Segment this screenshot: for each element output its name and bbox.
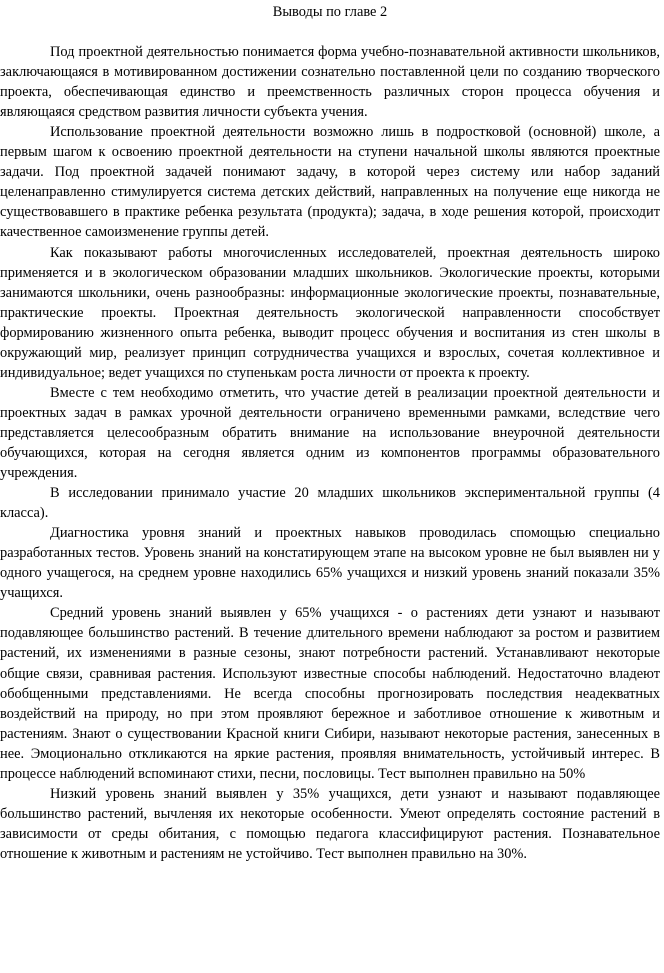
paragraph-project-tasks: Использование проектной деятельности возможно лишь в подростковой (основной) школе, а первым шагом к освоению проектной деятельности на ступени начальной школы являются проектные задачи. Под проектной задачей понимают задачу, в которой через систему или набор заданий целенаправленно стимулируется система детских действий, направленных на получение еще никогда не существовавшего в практике ребенка результата (продукта); задача, в ходе решения которой, происходит качественное самоизменение группы детей.: [0, 124, 660, 241]
paragraph-diagnostics: Диагностика уровня знаний и проектных навыков проводилась спомощью специально разработанных тестов. Уровень знаний на констатирующем этапе на высоком уровне не был выявлен ни у одного учащегося, на среднем уровне находились 65% учащихся и низкий уровень знаний показали 35% учащихся.: [0, 525, 660, 602]
paragraph-low-level: Низкий уровень знаний выявлен у 35% учащихся, дети узнают и называют подавляющее большинство растений, вычленяя их некоторые особенности. Умеют определять состояние растений в зависимости от среды обитания, с помощью педагога классифицируют растения. Познавательное отношение к животным и растениям не устойчиво. Тест выполнен правильно на 30%.: [0, 785, 660, 862]
chapter-conclusion-title: Выводы по главе 2: [272, 4, 388, 20]
paragraph-ecological-projects: Как показывают работы многочисленных исследователей, проектная деятельность широко применяется и в экологическом образовании младших школьников. Экологические проекты, которыми занимаются школьники, очень разнообразны: информационные экологические проекты, познавательные, практические проекты. Проектная деятельность экологической направленности способствует формированию жизненного опыта ребенка, выводит процесс обучения и воспитания из стен школы в окружающий мир, реализует принцип сотрудничества учащихся и взрослых, сочетая коллективное и индивидуальное; ведет учащихся по ступенькам роста личности от проекта к проекту.: [0, 244, 660, 381]
paragraph-study-participants: В исследовании принимало участие 20 младших школьников экспериментальной группы (4 класса).: [0, 485, 660, 522]
paragraph-project-definition: Под проектной деятельностью понимается форма учебно-познавательной активности школьников, заключающаяся в мотивированном достижении сознательно поставленной цели по созданию творческого проекта, обеспечивающая единство и преемственность различных сторон процесса обучения и являющаяся средством развития личности субъекта учения.: [0, 44, 660, 121]
paragraph-middle-level: Средний уровень знаний выявлен у 65% учащихся - о растениях дети узнают и называют подавляющее большинство растений. В течение длительного времени наблюдают за ростом и развитием растений, их изменениями в разные сезоны, знают потребности растений. Устанавливают некоторые общие связи, сравнивая растения. Используют известные способы наблюдений. Недостаточно владеют обобщенными представлениями. Не всегда способны прогнозировать последствия неадекватных воздействий на природу, но при этом проявляют бережное и заботливое отношение к животным и растениям. Знают о существовании Красной книги Сибири, называют некоторые растения, занесенных в нее. Эмоционально откликаются на яркие растения, проявляя внимательность, устойчивый интерес. В процессе наблюдений вспоминают стихи, песни, пословицы. Тест выполнен правильно на 50%: [0, 605, 660, 782]
paragraph-extracurricular: Вместе с тем необходимо отметить, что участие детей в реализации проектной деятельности и проектных задач в рамках урочной деятельности ограничено временными рамками, вследствие чего представляется целесообразным обратить внимание на использование внеурочной деятельности обучающихся, которая на сегодня является одним из компонентов программы образовательного учреждения.: [0, 384, 660, 482]
